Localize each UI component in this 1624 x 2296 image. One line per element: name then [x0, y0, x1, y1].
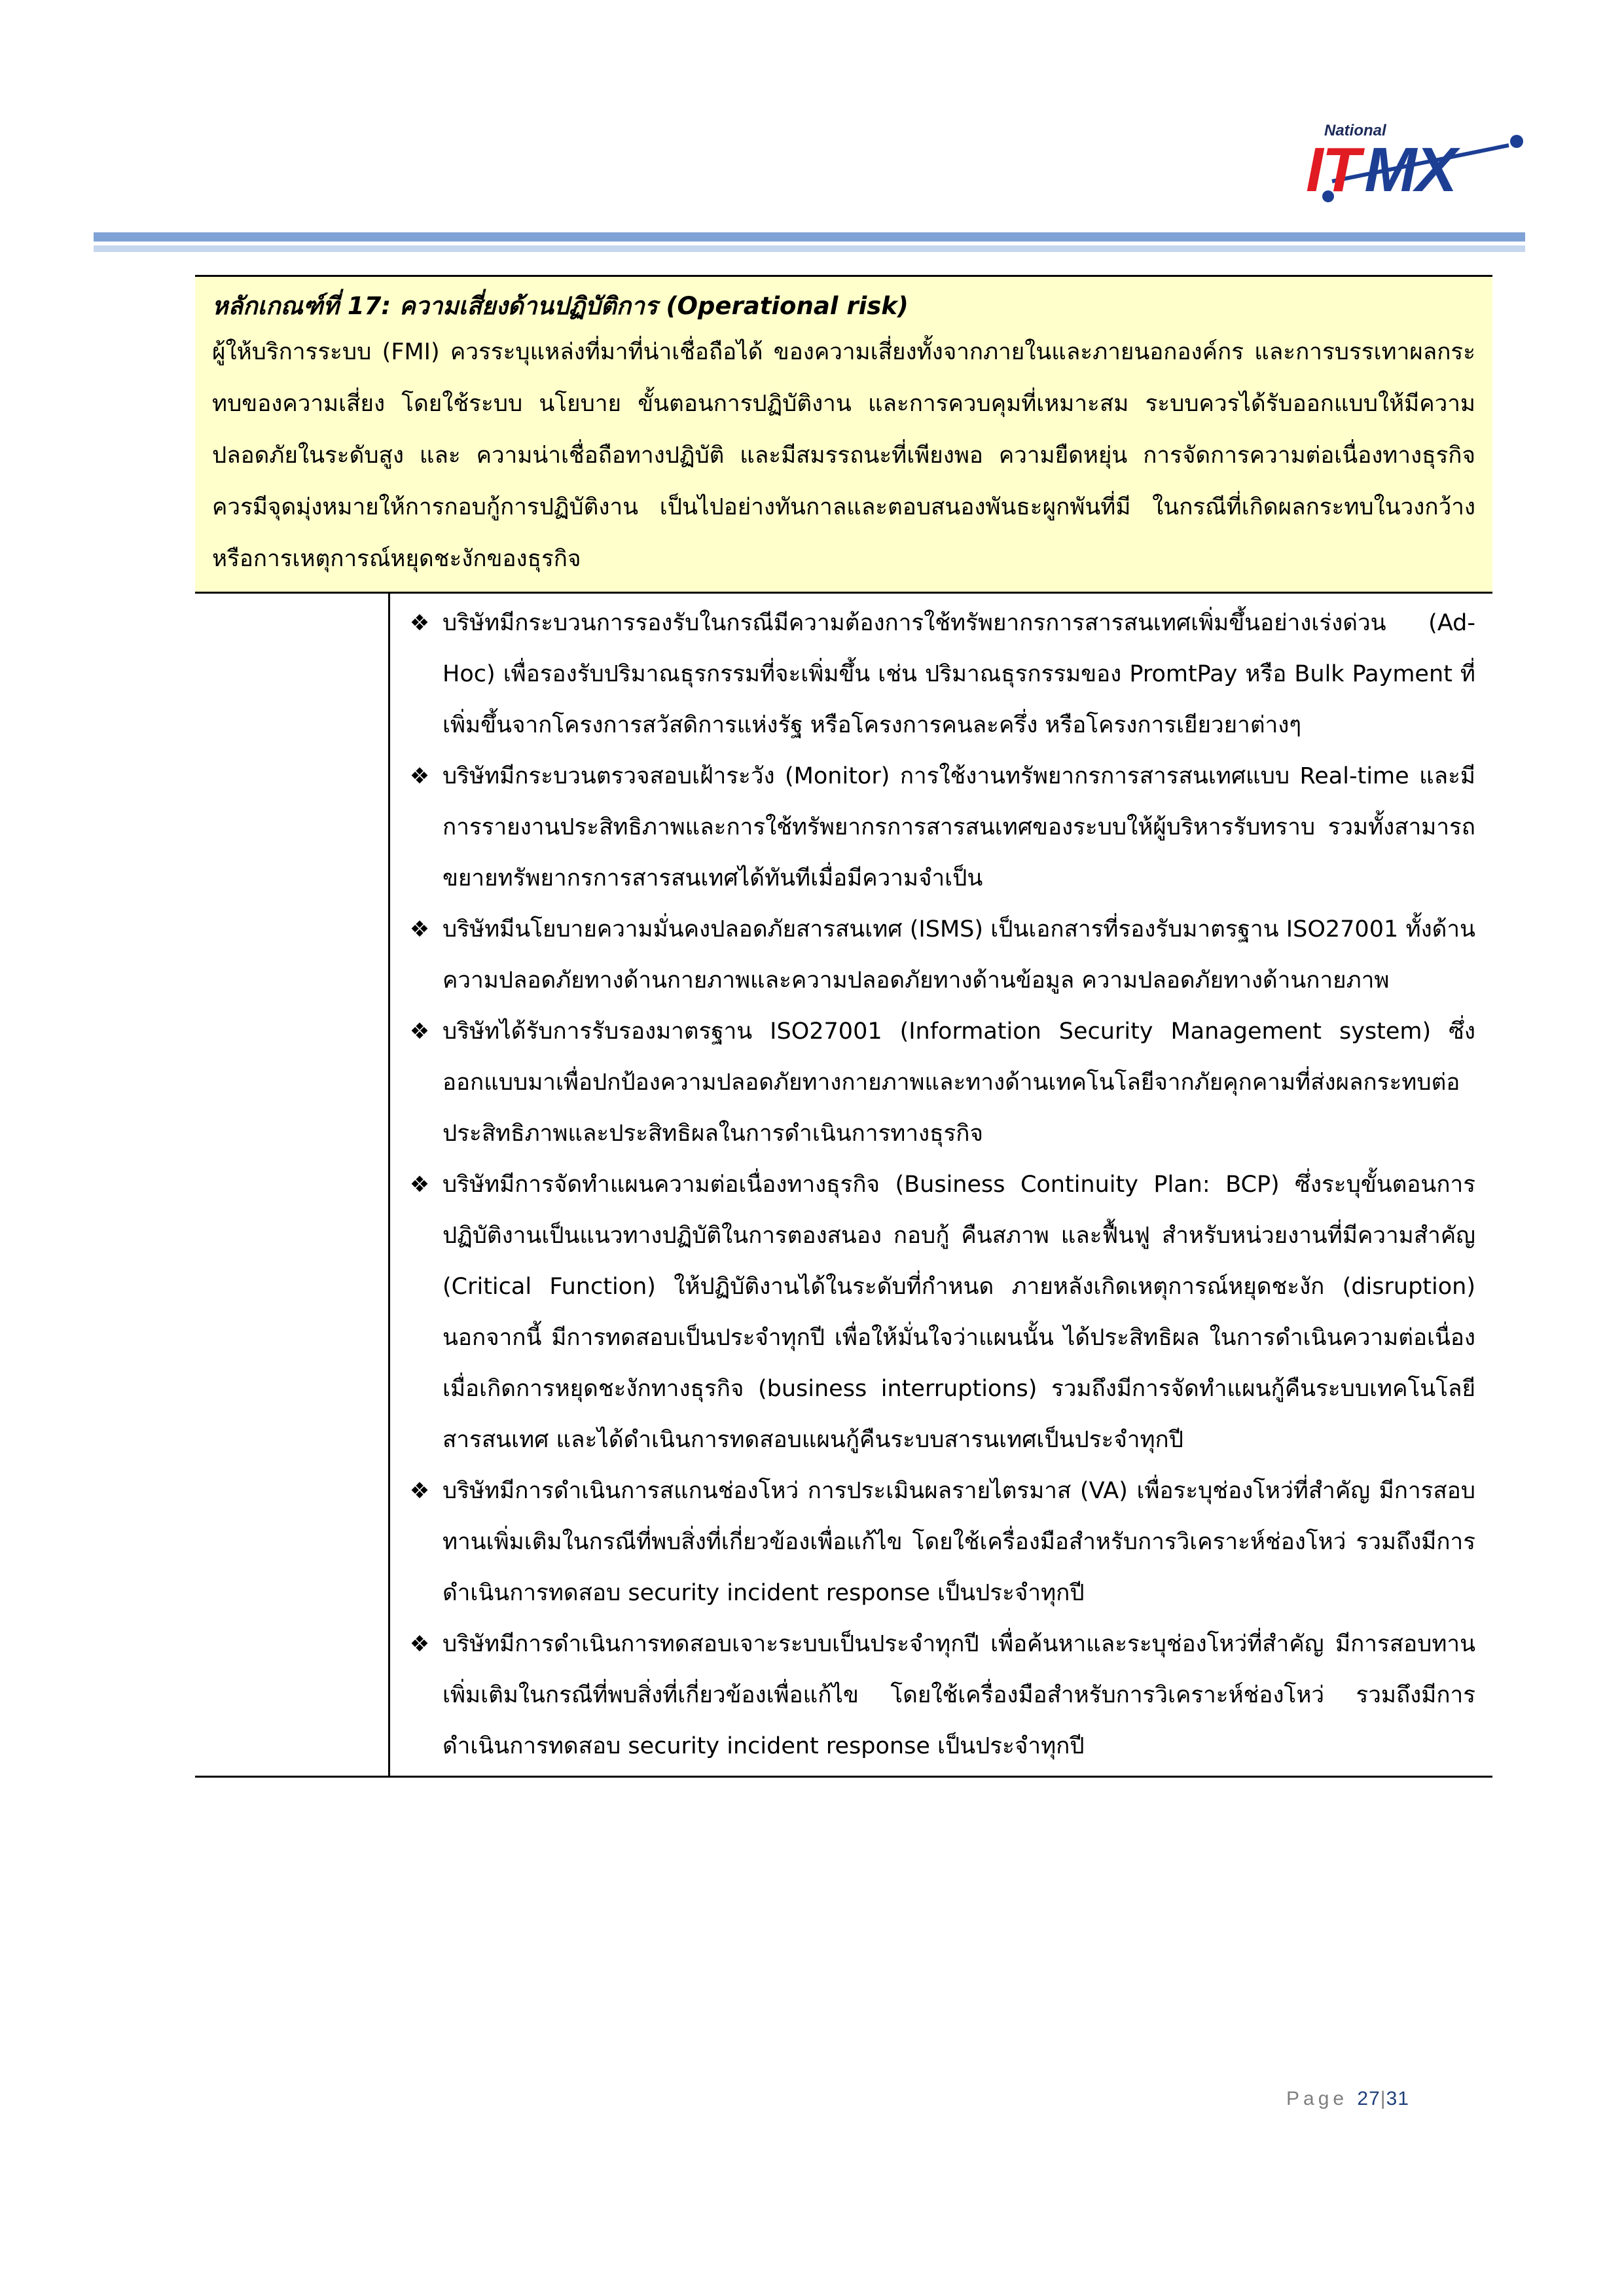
principle-body-row	[195, 594, 1492, 1778]
total-pages: 31	[1386, 2088, 1409, 2109]
list-item	[397, 904, 1475, 1006]
principle-table	[195, 275, 1492, 1778]
diamond-bullet-icon: ❖	[409, 1478, 430, 1504]
list-item-text: บริษัทมีการดำเนินการทดสอบเจาะระบบเป็นประจำทุกปี เพื่อค้นหาและระบุช่องโหว่ที่สำคัญ มีการสอบทานเพิ่มเติมในกรณีที่พบสิ่งที่เกี่ยวข้องเพื่อแก้ไข โดยใช้เครื่องมือสำหรับการวิเคราะห์ช่องโหว่ รวมถึงมีการดำเนินการทดสอบ security incident response เป็นประจำทุกปี	[442, 1631, 1475, 1759]
header-rule-light	[94, 245, 1525, 252]
list-item	[397, 751, 1475, 904]
principle-description: ผู้ให้บริการระบบ (FMI) ควรระบุแหล่งที่มาที่น่าเชื่อถือได้ ของความเสี่ยงทั้งจากภายในและภายนอกองค์กร และการบรรเทาผลกระทบของความเสี่ยง โดยใช้ระบบ นโยบาย ขั้นตอนการปฏิบัติงาน และการควบคุมที่เหมาะสม ระบบควรได้รับออกแบบให้มีความปลอดภัยในระดับสูง และ ความน่าเชื่อถือทางปฏิบัติ และมีสมรรถนะที่เพียงพอ ความยืดหยุ่น การจัดการความต่อเนื่องทางธุรกิจ ควรมีจุดมุ่งหมายให้การกอบกู้การปฏิบัติงาน เป็นไปอย่างทันกาลและตอบสนองพันธะผูกพันที่มี ในกรณีที่เกิดผลกระทบในวงกว้างหรือการเหตุการณ์หยุดชะงักของธุรกิจ	[212, 339, 1475, 572]
diamond-bullet-icon: ❖	[409, 763, 430, 789]
diamond-bullet-icon: ❖	[409, 1172, 430, 1198]
list-item-text: บริษัทมีกระบวนตรวจสอบเฝ้าระวัง (Monitor) การใช้งานทรัพยากรการสารสนเทศแบบ Real-time และมีการรายงานประสิทธิภาพและการใช้ทรัพยากรการสารสนเทศของระบบให้ผู้บริหารรับทราบ รวมทั้งสามารถขยายทรัพยากรการสารสนเทศได้ทันทีเมื่อมีความจำเป็น	[442, 763, 1475, 891]
list-item	[397, 1619, 1475, 1772]
logo-mx-text: MX	[1364, 135, 1456, 205]
list-item-text: บริษัทมีนโยบายความมั่นคงปลอดภัยสารสนเทศ (ISMS) เป็นเอกสารที่รองรับมาตรฐาน ISO27001 ทั้งด้านความปลอดภัยทางด้านกายภาพและความปลอดภัยทางด้านข้อมูล ความปลอดภัยทางด้านกายภาพ	[442, 916, 1475, 994]
list-item	[397, 1159, 1475, 1465]
diamond-bullet-icon: ❖	[409, 1631, 430, 1657]
page-separator: |	[1380, 2088, 1386, 2109]
principle-heading: หลักเกณฑ์ที่ 17: ความเสี่ยงด้านปฏิบัติการ (Operational risk)	[212, 292, 909, 320]
list-item-text: บริษัทมีการจัดทำแผนความต่อเนื่องทางธุรกิจ (Business Continuity Plan: BCP) ซึ่งระบุขั้นตอนการปฏิบัติงานเป็นแนวทางปฏิบัติในการตองสนอง กอบกู้ คืนสภาพ และฟื้นฟู สำหรับหน่วยงานที่มีความสำคัญ (Critical Function) ให้ปฏิบัติงานได้ในระดับที่กำหนด ภายหลังเกิดเหตุการณ์หยุดชะงัก (disruption) นอกจากนี้ มีการทดสอบเป็นประจำทุกปี เพื่อให้มั่นใจว่าแผนนั้น ได้ประสิทธิผล ในการดำเนินความต่อเนื่อง เมื่อเกิดการหยุดชะงักทางธุรกิจ (business interruptions) รวมถึงมีการจัดทำแผนกู้คืนระบบเทคโนโลยีสารสนเทศ และได้ดำเนินการทดสอบแผนกู้คืนระบบสารนเทศเป็นประจำทุกปี	[442, 1172, 1475, 1453]
list-item	[397, 598, 1475, 751]
page-number: 27	[1357, 2088, 1380, 2109]
logo-wordmark	[1306, 135, 1456, 205]
diamond-bullet-icon: ❖	[409, 610, 430, 636]
list-item	[397, 1006, 1475, 1159]
logo-it-text: IT	[1306, 135, 1360, 205]
diamond-bullet-icon: ❖	[409, 916, 430, 942]
list-item	[397, 1465, 1475, 1619]
header-rule-dark	[94, 232, 1525, 242]
empty-left-cell	[195, 594, 390, 1776]
page-label: Page	[1286, 2088, 1348, 2109]
logo-small-text: National	[1324, 122, 1386, 139]
bullet-list	[390, 594, 1492, 1776]
page-footer	[1286, 2088, 1409, 2110]
diamond-bullet-icon: ❖	[409, 1018, 430, 1045]
list-item-text: บริษัทได้รับการรับรองมาตรฐาน ISO27001 (Information Security Management system) ซึ่งออกแบบมาเพื่อปกป้องความปลอดภัยทางกายภาพและทางด้านเทคโนโลยีจากภัยคุกคามที่ส่งผลกระทบต่อประสิทธิภาพและประสิทธิผลในการดำเนินการทางธุรกิจ	[442, 1018, 1475, 1147]
principle-header-cell	[195, 275, 1492, 594]
itmx-logo	[1306, 113, 1542, 211]
list-item-text: บริษัทมีกระบวนการรองรับในกรณีมีความต้องการใช้ทรัพยากรการสารสนเทศเพิ่มขึ้นอย่างเร่งด่วน (Ad-Hoc) เพื่อรองรับปริมาณธุรกรรมที่จะเพิ่มขึ้น เช่น ปริมาณธุรกรรมของ PromtPay หรือ Bulk Payment ที่เพิ่มขึ้นจากโครงการสวัสดิการแห่งรัฐ หรือโครงการคนละครึ่ง หรือโครงการเยียวยาต่างๆ	[442, 610, 1475, 738]
list-item-text: บริษัทมีการดำเนินการสแกนช่องโหว่ การประเมินผลรายไตรมาส (VA) เพื่อระบุช่องโหว่ที่สำคัญ มีการสอบทานเพิ่มเติมในกรณีที่พบสิ่งที่เกี่ยวข้องเพื่อแก้ไข โดยใช้เครื่องมือสำหรับการวิเคราะห์ช่องโหว่ รวมถึงมีการดำเนินการทดสอบ security incident response เป็นประจำทุกปี	[442, 1478, 1475, 1606]
